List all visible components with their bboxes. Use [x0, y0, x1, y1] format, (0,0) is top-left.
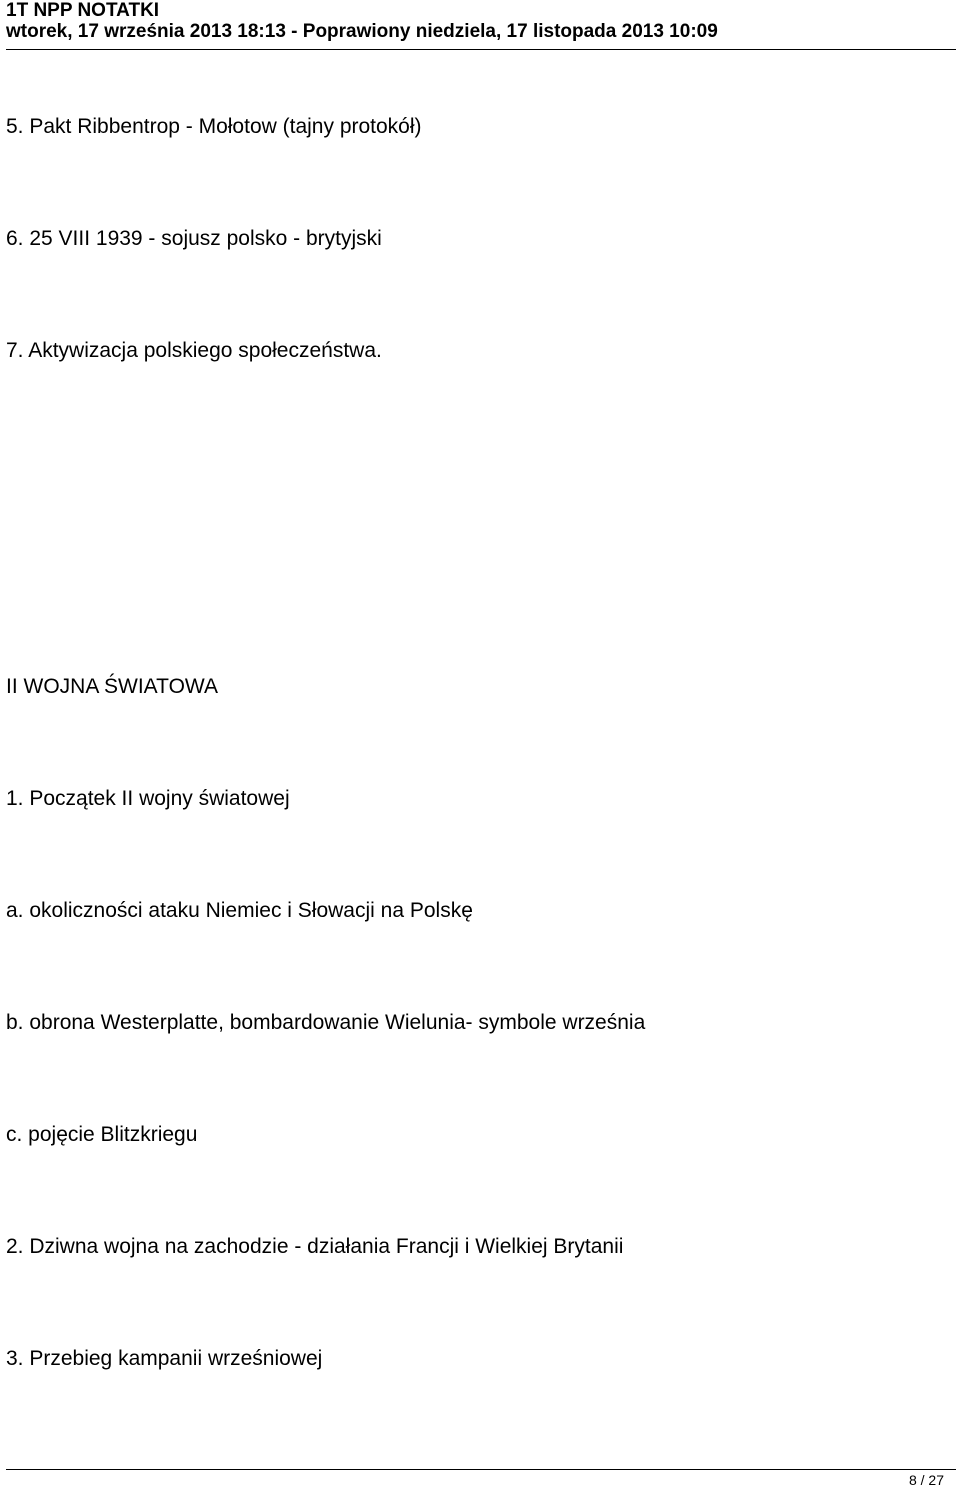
list-item-blitzkrieg: c. pojęcie Blitzkriegu: [6, 1123, 198, 1146]
list-item-obrona-westerplatte: b. obrona Westerplatte, bombardowanie Wielunia- symbole września: [6, 1011, 646, 1034]
list-item-aktywizacja-spoleczenstwa: 7. Aktywizacja polskiego społeczeństwa.: [6, 339, 382, 362]
footer-divider: [6, 1469, 956, 1470]
list-item-pakt-ribbentrop: 5. Pakt Ribbentrop - Mołotow (tajny protokół): [6, 115, 422, 138]
list-item-sojusz-polsko-brytyjski: 6. 25 VIII 1939 - sojusz polsko - brytyjski: [6, 227, 382, 250]
list-item-dziwna-wojna: 2. Dziwna wojna na zachodzie - działania Francji i Wielkiej Brytanii: [6, 1235, 624, 1258]
list-item-poczatek-wojny: 1. Początek II wojny światowej: [6, 787, 290, 810]
document-dates: wtorek, 17 września 2013 18:13 - Poprawiony niedziela, 17 listopada 2013 10:09: [6, 21, 718, 42]
list-item-kampania-wrzesniowa: 3. Przebieg kampanii wrześniowej: [6, 1347, 323, 1370]
section-heading: II WOJNA ŚWIATOWA: [6, 675, 218, 698]
header-divider: [6, 49, 956, 50]
document-title: 1T NPP NOTATKI: [6, 0, 160, 21]
page-number: 8 / 27: [908, 1472, 944, 1488]
list-item-okolicznosci-ataku: a. okoliczności ataku Niemiec i Słowacji na Polskę: [6, 899, 473, 922]
